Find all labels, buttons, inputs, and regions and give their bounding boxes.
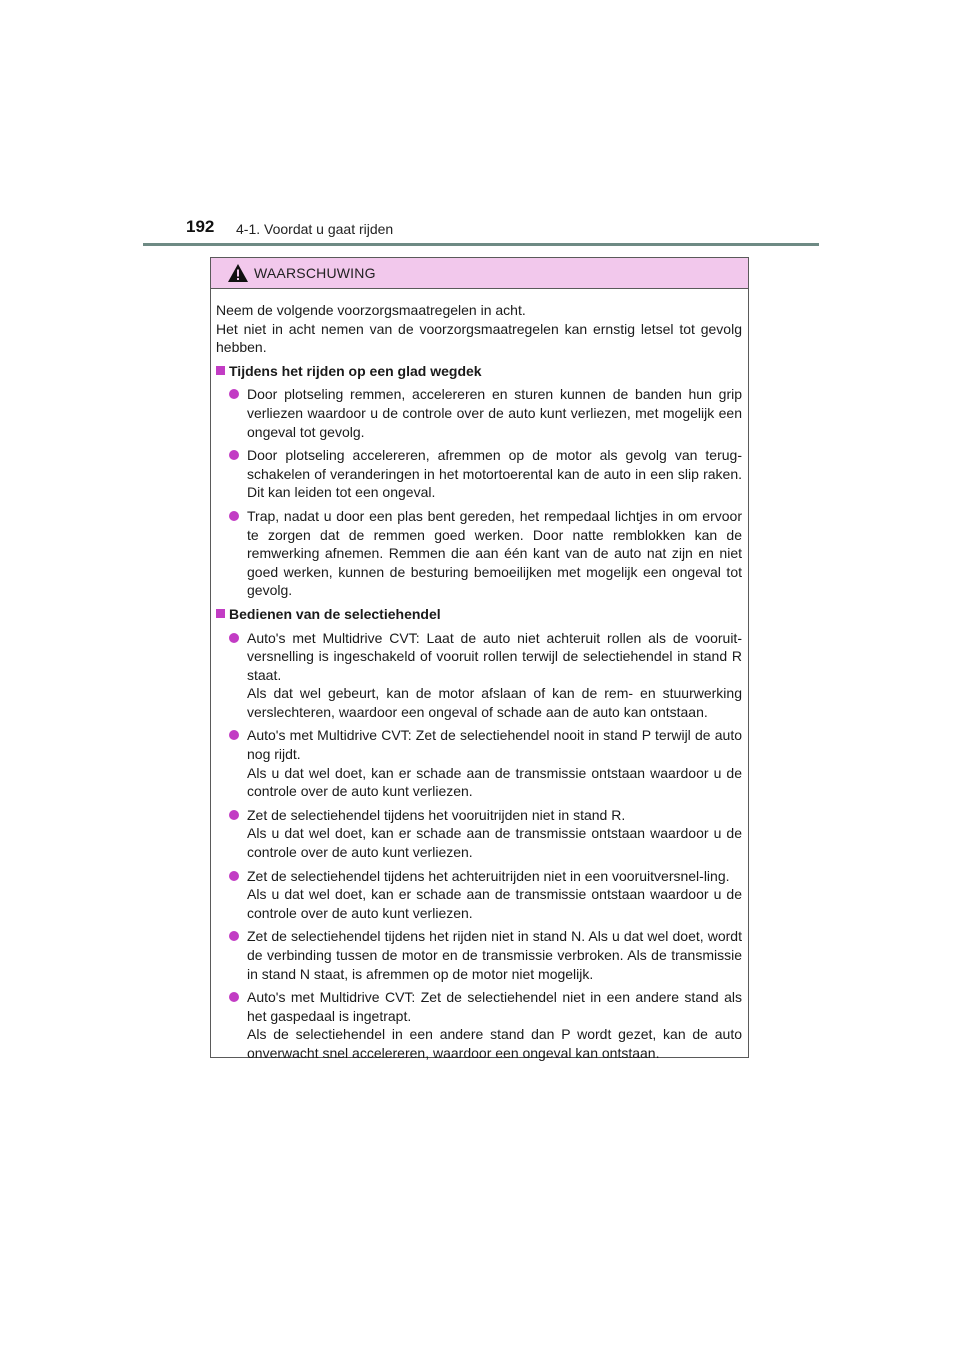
warning-title: WAARSCHUWING (254, 265, 376, 281)
section-heading-text: Tijdens het rijden op een glad wegdek (229, 362, 482, 379)
bullet-text: Zet de selectiehendel tijdens het vooruitrijden niet in stand R. Als u dat wel doet, kan er schade aan de transmissie ontstaan waardoor u de controle over de auto kunt verliezen. (247, 806, 742, 861)
round-bullet-icon (229, 931, 239, 941)
bullet-item (216, 806, 742, 862)
section-heading (216, 362, 742, 381)
page-number: 192 (186, 217, 215, 236)
bullet-text: Trap, nadat u door een plas bent gereden, het rempedaal lichtjes in om ervoor te zorgen dat de remmen goed werken. Door natte remblokken kan de remwerking afnemen. Remmen die aan één kant van de auto nat zijn en niet goed werken, kunnen de besturing bemoeilijken met mogelijk een ongeval tot gevolg. (247, 507, 742, 599)
bullet-item (216, 927, 742, 983)
warning-header (211, 258, 748, 289)
bullet-text: Zet de selectiehendel tijdens het rijden niet in stand N. Als u dat wel doet, wordt de verbinding tussen de motor en de transmissie verbroken. Als de transmissie in stand N staat, is afremmen op de motor niet mogelijk. (247, 928, 742, 982)
round-bullet-icon (229, 450, 239, 460)
round-bullet-icon (229, 810, 239, 820)
bullet-item (216, 446, 742, 502)
bullet-item (216, 988, 742, 1062)
bullet-item (216, 726, 742, 800)
bullet-text: Door plotseling accelereren, afremmen op de motor als gevolg van terug-schakelen of veranderingen in het motortoerental kan de auto in een slip raken. Dit kan leiden tot een ongeval. (247, 447, 742, 501)
section-heading (216, 605, 742, 624)
round-bullet-icon (229, 633, 239, 643)
round-bullet-icon (229, 871, 239, 881)
section-heading-text: Bedienen van de selectiehendel (229, 605, 441, 622)
round-bullet-icon (229, 389, 239, 399)
warning-triangle-icon (227, 263, 249, 283)
bullet-text: Zet de selectiehendel tijdens het achteruitrijden niet in een vooruitversnel-ling. Als u dat wel doet, kan er schade aan de transmissie ontstaan waardoor u de controle over de auto kunt verliezen. (247, 867, 742, 921)
round-bullet-icon (229, 511, 239, 521)
bullet-item (216, 507, 742, 600)
bullet-text: Auto's met Multidrive CVT: Zet de selectiehendel niet in een andere stand als het gaspedaal is ingetrapt. Als de selectiehendel in een andere stand dan P wordt gezet, kan de auto onverwacht snel accelereren, waardoor een ongeval kan ontstaan. (247, 989, 742, 1061)
square-bullet-icon (216, 366, 225, 375)
round-bullet-icon (229, 730, 239, 740)
bullet-text: Auto's met Multidrive CVT: Laat de auto niet achteruit rollen als de vooruit-versnelling is ingeschakeld of vooruit rollen terwijl de selectiehendel in stand R staat. Als dat wel gebeurt, kan de motor afslaan of kan de rem- en stuurwerking verslechteren, waardoor een ongeval of schade aan de auto kan ontstaan. (247, 629, 742, 720)
warning-body (211, 289, 748, 1063)
bullet-item (216, 385, 742, 441)
bullet-item (216, 629, 742, 722)
section-title: 4-1. Voordat u gaat rijden (236, 221, 394, 237)
square-bullet-icon (216, 609, 225, 618)
bullet-text: Auto's met Multidrive CVT: Zet de selectiehendel nooit in stand P terwijl de auto nog rijdt. Als u dat wel doet, kan er schade aan de transmissie ontstaan waardoor u de controle over de auto kunt verliezen. (247, 727, 742, 800)
bullet-text: Door plotseling remmen, accelereren en sturen kunnen de banden hun grip verliezen waardoor u de controle over de auto kunt verliezen, met mogelijk een ongeval tot gevolg. (247, 386, 742, 440)
round-bullet-icon (229, 992, 239, 1002)
warning-box (210, 257, 749, 1061)
warning-intro: Neem de volgende voorzorgsmaatregelen in acht. Het niet in acht nemen van de voorzorgsmaatregelen kan ernstig letsel tot gevolg hebben. (216, 302, 742, 356)
header-rule (143, 243, 819, 246)
bullet-item (216, 867, 742, 923)
